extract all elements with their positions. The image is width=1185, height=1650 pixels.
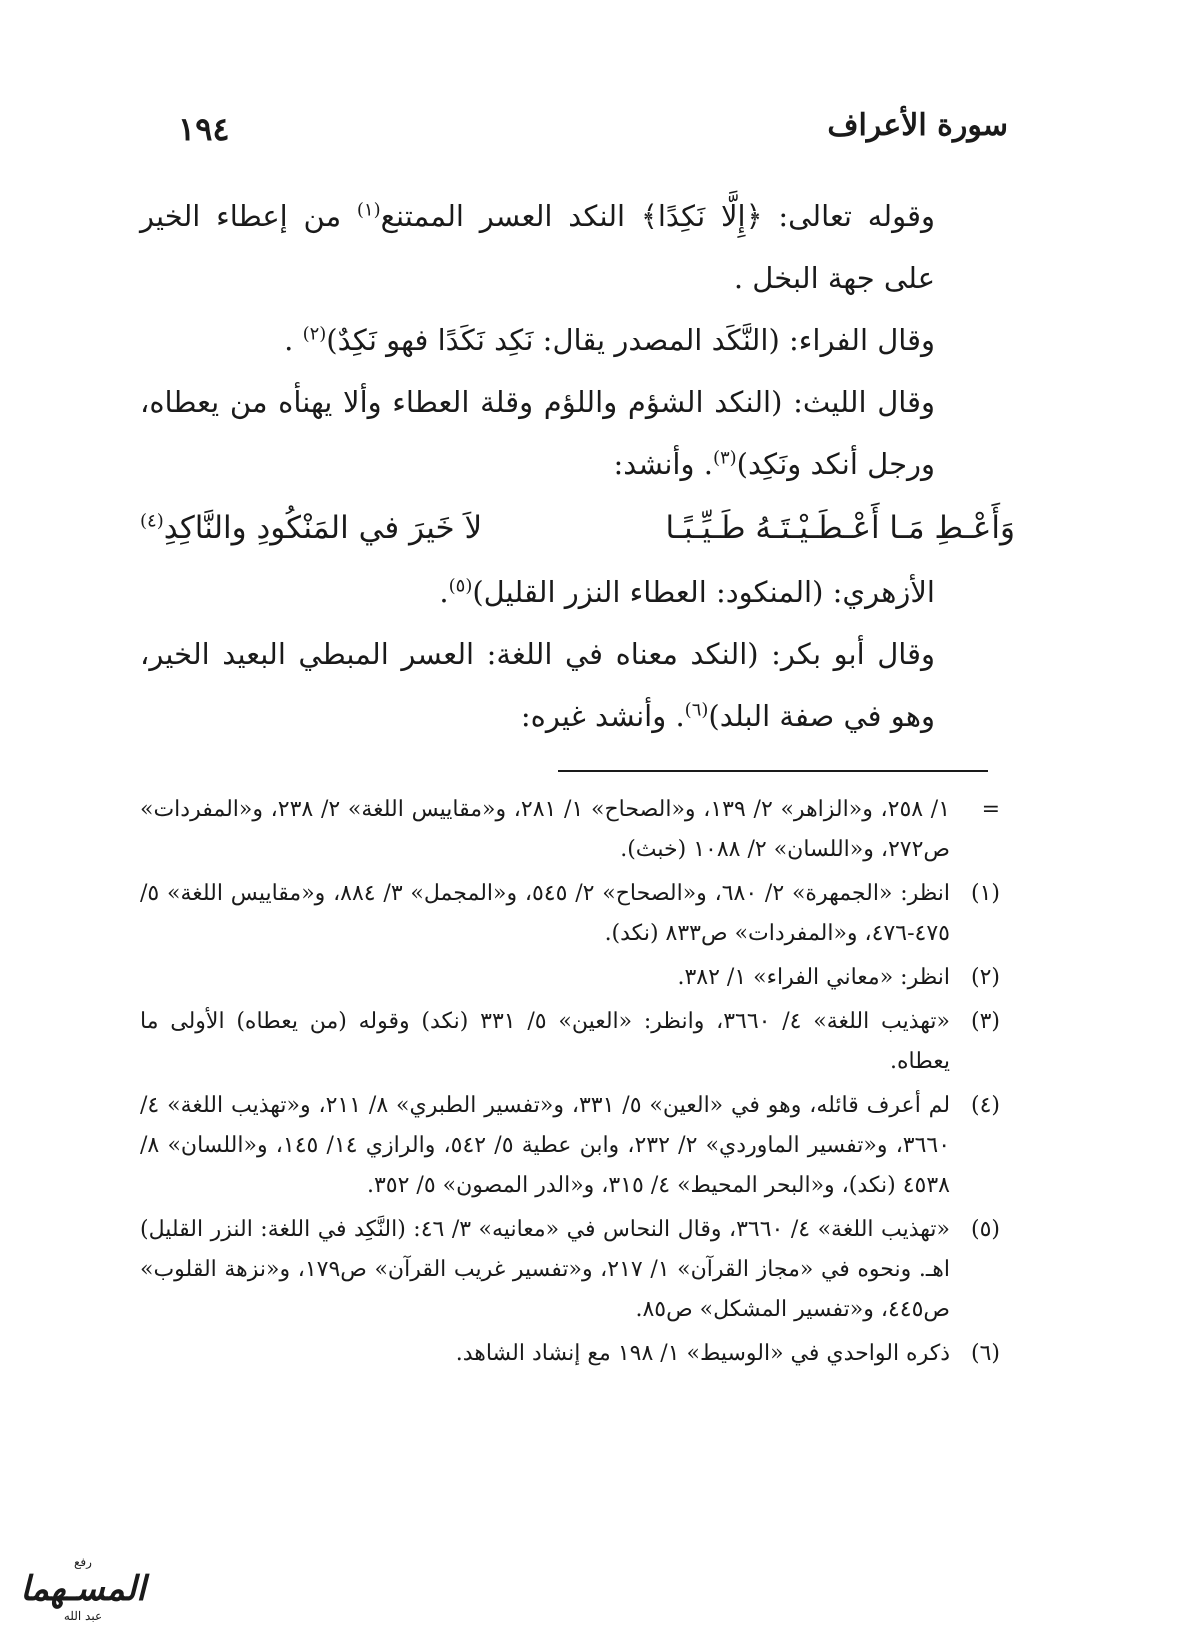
paragraph-2-tail: . (284, 323, 303, 357)
poem-hemistich-2-wrap (140, 495, 482, 561)
footnote-number: (١) (970, 881, 1000, 906)
footnote-text: انظر: «معاني الفراء» ١/ ٣٨٢. (677, 965, 950, 990)
footnote-ref-5: (٥) (448, 575, 473, 597)
surah-title: سورة الأعراف (827, 108, 1008, 143)
paragraph-2 (140, 309, 1015, 371)
footnote-2 (140, 958, 1000, 998)
footnote-separator (558, 770, 988, 772)
footnote-ref-6: (٦) (684, 699, 709, 721)
footnote-5 (140, 1210, 1000, 1330)
paragraph-3 (140, 371, 1015, 495)
footnote-number: (٤) (970, 1093, 1000, 1118)
footnote-ref-4: (٤) (140, 510, 164, 532)
footnote-text: انظر: «الجمهرة» ٢/ ٦٨٠، و«الصحاح» ٢/ ٥٤٥، و«المجمل» ٣/ ٨٨٤، و«مقاييس اللغة» ٥/ ٤٧٥-٤٧٦، و«المفردات» ص٨٣٣ (نكد). (140, 881, 951, 946)
footnote-text: لم أعرف قائله، وهو في «العين» ٥/ ٣٣١، و«تفسير الطبري» ٨/ ٢١١، و«تهذيب اللغة» ٤/ ٣٦٦٠، و«تفسير الماوردي» ٢/ ٢٣٢، وابن عطية ٥/ ٥٤٢، والرازي ١٤/ ١٤٥، و«اللسان» ٨/ ٤٥٣٨ (نكد)، و«البحر المحيط» ٤/ ٣١٥، و«الدر المصون» ٥/ ٣٥٢. (140, 1093, 951, 1198)
footnote-text: ١/ ٢٥٨، و«الزاهر» ٢/ ١٣٩، و«الصحاح» ١/ ٢٨١، و«مقاييس اللغة» ٢/ ٢٣٨، و«المفردات» ص٢٧٢، و«اللسان» ٢/ ١٠٨٨ (خبث). (140, 797, 951, 862)
paragraph-2-text: وقال الفراء: (النَّكَد المصدر يقال: نَكِد نَكَدًا فهو نَكِدٌ) (326, 323, 935, 357)
footnote-1 (140, 874, 1000, 954)
footnote-continued (140, 790, 1000, 870)
page-number: ١٩٤ (178, 110, 230, 148)
footnote-ref-2: (٢) (302, 323, 327, 345)
publisher-logo (18, 1555, 148, 1625)
footnote-number: (٥) (970, 1217, 1000, 1242)
logo-sub: عبد الله (63, 1609, 103, 1623)
paragraph-4-text: الأزهري: (المنكود: العطاء النزر القليل) (472, 575, 935, 609)
footnote-number: (٣) (970, 1009, 1000, 1034)
paragraph-4-tail: . (439, 575, 449, 609)
paragraph-5-tail: . وأنشد غيره: (520, 699, 685, 733)
footnote-number: (٢) (970, 965, 1000, 990)
paragraph-3-text: وقال الليث: (النكد الشؤم واللؤم وقلة العطاء وألا يهنأه من يعطاه، ورجل أنكد ونَكِد) (140, 385, 935, 481)
footnote-4 (140, 1086, 1000, 1206)
poem-verse (140, 495, 1015, 561)
poem-hemistich-1: وَأَعْـطِ مَـا أَعْـطَـيْـتَـهُ طَـيِّـبًـا (665, 510, 1015, 546)
footnotes (140, 790, 1000, 1378)
footnote-number: (٦) (970, 1341, 1000, 1366)
poem-hemistich-2: لاَ خَيرَ في المَنْكُودِ والنَّاكِدِ (163, 510, 483, 546)
paragraph-1-tail: من إعطاء الخير على جهة البخل . (140, 199, 935, 295)
footnote-text: «تهذيب اللغة» ٤/ ٣٦٦٠، وانظر: «العين» ٥/ ٣٣١ (نكد) وقوله (من يعطاه) الأولى ما يعطاه. (140, 1009, 951, 1074)
paragraph-4 (140, 561, 1015, 623)
footnote-number: = (981, 797, 1000, 822)
footnote-text: ذكره الواحدي في «الوسيط» ١/ ١٩٨ مع إنشاد الشاهد. (455, 1341, 950, 1366)
footnote-ref-3: (٣) (712, 447, 737, 469)
paragraph-1-text: وقوله تعالى: ﴿إِلَّا نَكِدًا﴾ النكد العسر الممتنع (380, 199, 935, 233)
paragraph-1 (140, 185, 1015, 309)
paragraph-3-tail: . وأنشد: (613, 447, 713, 481)
main-text (140, 185, 1015, 747)
footnote-ref-1: (١) (356, 199, 381, 221)
logo-top: رفع (74, 1555, 92, 1569)
paragraph-5-text: وقال أبو بكر: (النكد معناه في اللغة: العسر المبطي البعيد الخير، وهو في صفة البلد) (140, 637, 935, 733)
footnote-6 (140, 1334, 1000, 1374)
paragraph-5 (140, 623, 1015, 747)
footnote-3 (140, 1002, 1000, 1082)
logo-main: المسـهما (20, 1569, 146, 1609)
footnote-text: «تهذيب اللغة» ٤/ ٣٦٦٠، وقال النحاس في «معانيه» ٣/ ٤٦: (النَّكِد في اللغة: النزر القليل) اهـ. ونحوه في «مجاز القرآن» ١/ ٢١٧، و«تفسير غريب القرآن» ص١٧٩، و«نزهة القلوب» ص٤٤٥، و«تفسير المشكل» ص٨٥. (140, 1217, 951, 1322)
page-header (178, 108, 1008, 148)
